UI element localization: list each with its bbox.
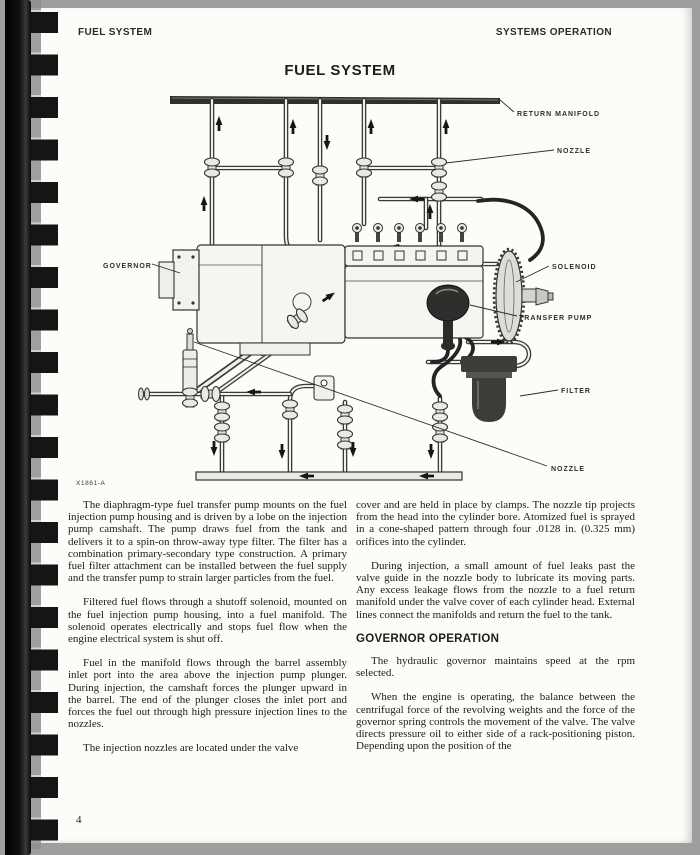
label-return-manifold: RETURN MANIFOLD (517, 111, 601, 118)
label-transfer-pump: TRANSFER PUMP (519, 315, 593, 322)
solenoid-gear (494, 249, 553, 343)
section-heading-governor-operation: GOVERNOR OPERATION (356, 632, 500, 645)
paragraph: The injection nozzles are located under the valve (83, 742, 299, 755)
binding-teeth (29, 12, 58, 848)
page-title: FUEL SYSTEM (284, 62, 396, 79)
paragraph: Fuel in the manifold flows through the barrel assembly inlet port into the area above the injection pump plunger. During injection, the camshaft forces the plunger upward in the barrel. The end of the plunger closes the inlet port and forces the fuel out through high pressure injection lines to the nozzles. (68, 657, 347, 731)
label-filter: FILTER (561, 388, 591, 395)
page-number: 4 (76, 814, 82, 826)
label-nozzle-top: NOZZLE (557, 148, 591, 155)
fuel-filter (461, 356, 517, 422)
label-nozzle-bottom: NOZZLE (551, 466, 585, 473)
label-governor: GOVERNOR (103, 263, 152, 270)
injector-fittings (353, 224, 467, 243)
binding-spine (5, 0, 31, 855)
running-header-left: FUEL SYSTEM (78, 27, 153, 38)
paragraph: cover and are held in place by clamps. The nozzle tip projects from the head into the cylinder bore. Atomized fuel is sprayed in a cone-shaped pattern through four .0128 in. (0.325 mm) orifices into the cylinder. (356, 499, 635, 548)
governor-housing (159, 250, 199, 310)
engine-block (345, 224, 483, 339)
label-solenoid: SOLENOID (552, 264, 597, 271)
text-column-left (68, 499, 347, 767)
text-column-right (356, 499, 635, 764)
paragraph: During injection, a small amount of fuel leaks past the valve guide in the nozzle body to lubricate its moving parts. Any excess leakage flows from the nozzle to a fuel return manifold under the valve cover of each cylinder head. External lines connect the manifolds and return the fuel to the tank. (356, 559, 635, 621)
return-manifold-bar (170, 96, 500, 104)
paragraph: The hydraulic governor maintains speed at the rpm selected. (356, 655, 635, 680)
paragraph: Filtered fuel flows through a shutoff solenoid, mounted on the fuel injection pump housing, into a fuel manifold. The solenoid operates electrically and stops fuel flow when the engine electrical system is shut off. (68, 596, 347, 646)
figure-caption: X1861-A (76, 480, 106, 487)
paragraph: The diaphragm-type fuel transfer pump mounts on the fuel injection pump housing and is driven by a lobe on the injection pump camshaft. The pump draws fuel from the tank and delivers it to a spin-on throw-away type filter. The filter has a combination primary-secondary type construction. A primary fuel filter attachment can be installed between the fuel supply and the transfer pump to strain larger particles from the fuel. (68, 499, 347, 585)
paragraph: When the engine is operating, the balance between the centrifugal force of the revolving weights and the force of the governor spring controls the movement of the valve. The valve directs pressure oil to either side of a rack-positioning piston. Depending upon the position of the (356, 691, 635, 753)
fuel-system-diagram (62, 86, 638, 490)
running-header-right: SYSTEMS OPERATION (495, 27, 612, 38)
